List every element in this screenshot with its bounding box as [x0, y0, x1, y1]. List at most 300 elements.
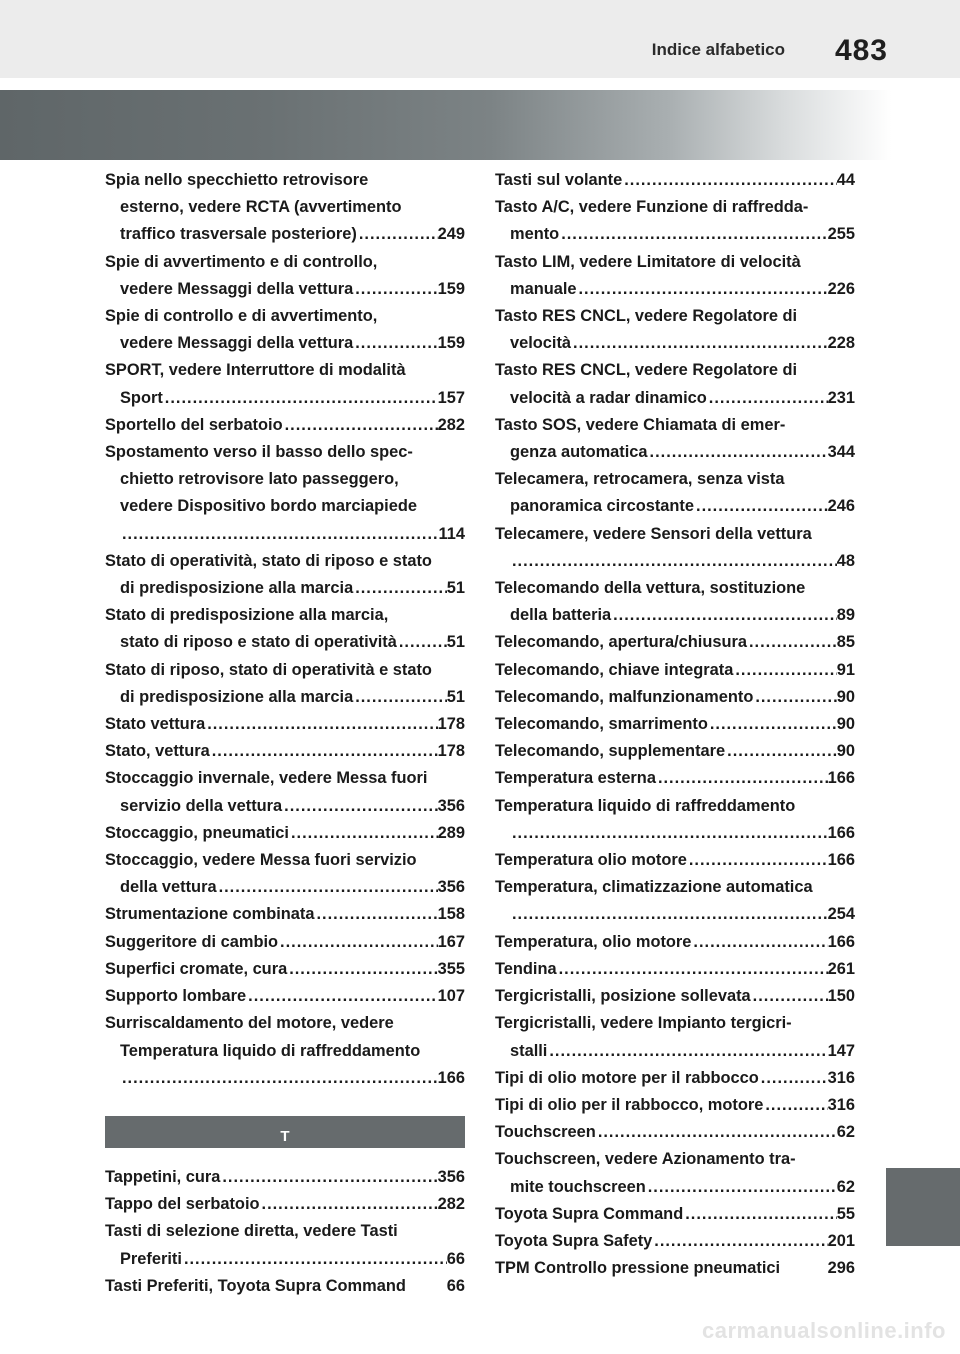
dot-leader	[289, 820, 438, 847]
entry-page-ref[interactable]: 356	[437, 1167, 465, 1186]
decorative-banner	[0, 90, 892, 160]
entry-text: Supporto lombare	[105, 987, 247, 1006]
index-entry	[495, 1010, 855, 1064]
entry-term	[495, 983, 855, 1010]
entry-text: velocità a radar dinamico	[510, 388, 707, 407]
entry-text: Tappo del serbatoio	[105, 1195, 260, 1214]
dot-leader	[648, 439, 828, 466]
entry-text: Strumentazione combinata	[105, 905, 315, 924]
entry-page-ref[interactable]: 66	[446, 1249, 465, 1268]
index-entry	[105, 956, 465, 983]
index-entry	[105, 439, 465, 548]
entry-continuation	[495, 602, 855, 629]
entry-page-ref[interactable]: 166	[827, 932, 855, 951]
index-entry	[495, 1119, 855, 1146]
entry-page-ref[interactable]: 316	[827, 1068, 855, 1087]
index-entry	[495, 629, 855, 656]
index-entry	[495, 983, 855, 1010]
entry-continuation	[105, 276, 465, 303]
index-entry	[105, 820, 465, 847]
index-column-right	[495, 167, 855, 1282]
index-entry	[495, 412, 855, 466]
entry-page-ref[interactable]: 44	[836, 171, 855, 189]
index-entry	[495, 929, 855, 956]
entry-text: Temperatura olio motore	[495, 851, 687, 870]
dot-leader	[759, 1065, 828, 1092]
index-entry	[105, 929, 465, 956]
index-entries-t	[105, 1164, 465, 1300]
index-entry	[105, 711, 465, 738]
running-title: Indice alfabetico	[651, 40, 785, 59]
dot-leader	[260, 1191, 438, 1218]
entry-text: Tasti Preferiti, Toyota Supra Command	[105, 1276, 406, 1295]
index-entry	[495, 711, 855, 738]
watermark: carmanualsonline.info	[702, 1318, 946, 1343]
index-entry	[105, 303, 465, 357]
entry-text: Telecomando della vettura, sostituzione	[495, 579, 806, 598]
entry-continuation	[495, 1174, 855, 1201]
entry-page-ref[interactable]: 167	[437, 932, 465, 951]
index-entry	[495, 167, 855, 194]
entry-continuation	[105, 330, 465, 357]
index-column-left	[105, 167, 465, 1300]
index-entry	[495, 793, 855, 847]
index-entry	[105, 1273, 465, 1300]
entry-term	[495, 575, 855, 602]
entry-text: Stato di operatività, stato di riposo e stato	[105, 551, 432, 570]
entry-term	[495, 874, 855, 901]
dot-leader	[287, 956, 437, 983]
entry-term	[495, 303, 855, 330]
dot-leader	[577, 276, 828, 303]
entry-text: Telecomando, apertura/chiusura	[495, 633, 747, 652]
entry-page-ref[interactable]: 289	[437, 823, 465, 842]
entry-text: Tipi di olio per il rabbocco, motore	[495, 1095, 764, 1114]
entry-text: chietto retrovisore lato passeggero,	[120, 470, 399, 489]
entry-continuation	[105, 194, 465, 221]
entry-term	[495, 956, 855, 983]
entry-text: Temperatura liquido di raffreddamento	[495, 796, 796, 815]
entry-text: Stato di riposo, stato di operatività e stato	[105, 660, 432, 679]
entry-continuation	[105, 221, 465, 248]
dot-leader	[314, 901, 437, 928]
index-entry	[105, 249, 465, 303]
index-entry	[105, 1191, 465, 1218]
dot-leader	[210, 738, 438, 765]
dot-leader	[611, 602, 837, 629]
entry-text: Telecomando, smarrimento	[495, 715, 708, 734]
entry-text: di predisposizione alla marcia	[120, 687, 354, 706]
entry-text: Stato, vettura	[105, 742, 210, 761]
entry-term	[495, 194, 855, 221]
entry-continuation	[105, 684, 465, 711]
dot-leader	[557, 956, 828, 983]
entry-term	[105, 1218, 465, 1245]
entry-term	[495, 1146, 855, 1173]
index-entry	[105, 657, 465, 711]
dot-leader	[708, 711, 837, 738]
index-entries-s	[105, 167, 465, 1092]
dot-leader	[694, 493, 828, 520]
entry-text: Telecomando, malfunzionamento	[495, 687, 754, 706]
entry-page-ref[interactable]: 157	[437, 388, 465, 407]
index-entry	[495, 874, 855, 928]
dot-leader	[282, 793, 437, 820]
entry-term	[105, 249, 465, 276]
dot-leader	[596, 1119, 837, 1146]
index-entry	[105, 602, 465, 656]
entry-text: SPORT, vedere Interruttore di modalità	[105, 361, 406, 380]
entry-page-ref[interactable]: 90	[836, 742, 855, 761]
entry-text: Tasti di selezione diretta, vedere Tasti	[105, 1222, 398, 1241]
entry-text: Sport	[120, 388, 163, 407]
dot-leader	[163, 385, 438, 412]
index-entry	[495, 765, 855, 792]
entry-continuation	[105, 575, 465, 602]
index-entry	[495, 521, 855, 575]
entry-text: Tergicristalli, posizione sollevata	[495, 987, 751, 1006]
entry-term	[495, 765, 855, 792]
entry-page-ref[interactable]: 159	[437, 334, 465, 353]
entry-page-ref[interactable]: 228	[827, 334, 855, 353]
index-entry	[495, 249, 855, 303]
entry-term	[105, 901, 465, 928]
entry-term	[495, 357, 855, 384]
entry-page-ref[interactable]: 55	[836, 1204, 855, 1223]
index-entry	[105, 357, 465, 411]
entry-term	[495, 1201, 855, 1228]
entry-term	[105, 602, 465, 629]
entry-text: Preferiti	[120, 1249, 182, 1268]
index-entry	[495, 303, 855, 357]
entry-text: Spostamento verso il basso dello spec-	[105, 443, 413, 462]
entry-term	[105, 1191, 465, 1218]
entry-text: velocità	[510, 334, 572, 353]
index-entry	[495, 1228, 855, 1255]
dot-leader	[753, 684, 836, 711]
entry-text: Telecamere, vedere Sensori della vettura	[495, 524, 812, 543]
entry-page-ref[interactable]: 356	[437, 878, 465, 897]
dot-leader	[622, 167, 837, 194]
entry-page-ref[interactable]: 231	[827, 388, 855, 407]
entry-text: di predisposizione alla marcia	[120, 579, 354, 598]
dot-leader	[357, 221, 438, 248]
page-number: 483	[834, 34, 888, 67]
entry-page-ref[interactable]: 90	[836, 715, 855, 734]
entry-continuation	[105, 385, 465, 412]
entry-term	[105, 1273, 465, 1300]
entry-page-ref[interactable]: 107	[437, 987, 465, 1006]
index-entry	[105, 765, 465, 819]
entry-text: Stoccaggio, vedere Messa fuori servizio	[105, 851, 417, 870]
index-entry	[105, 847, 465, 901]
entry-page-ref[interactable]: 114	[438, 524, 465, 543]
entry-text: Surriscaldamento del motore, vedere	[105, 1014, 394, 1033]
entry-text: della vettura	[120, 878, 217, 897]
entry-term	[105, 929, 465, 956]
entry-page-ref[interactable]: 159	[437, 279, 465, 298]
index-entry	[495, 357, 855, 411]
index-entry	[495, 684, 855, 711]
entry-text: Spie di avvertimento e di controllo,	[105, 252, 378, 271]
entry-text: Temperatura esterna	[495, 769, 656, 788]
dot-leader	[510, 548, 837, 575]
entry-text: Spia nello specchietto retrovisore	[105, 171, 369, 189]
entry-continuation	[105, 1038, 465, 1065]
dot-leader	[510, 901, 828, 928]
entry-continuation	[495, 820, 855, 847]
entry-continuation	[105, 1065, 465, 1092]
entry-page-ref[interactable]: 166	[827, 851, 855, 870]
entry-page-ref[interactable]: 62	[836, 1123, 855, 1142]
index-entry	[105, 738, 465, 765]
entry-text: vedere Messaggi della vettura	[120, 334, 354, 353]
entry-continuation	[495, 221, 855, 248]
entry-continuation	[495, 901, 855, 928]
index-entry	[495, 1255, 855, 1282]
entry-text: Sportello del serbatoio	[105, 415, 283, 434]
entry-term	[495, 1119, 855, 1146]
thumb-index-tab	[886, 1168, 960, 1246]
entry-term	[105, 956, 465, 983]
dot-leader	[733, 657, 836, 684]
entry-text: vedere Messaggi della vettura	[120, 279, 354, 298]
entry-term	[495, 629, 855, 656]
entry-term	[495, 738, 855, 765]
dot-leader	[217, 874, 438, 901]
entry-continuation	[495, 385, 855, 412]
entry-text: manuale	[510, 279, 577, 298]
entry-term	[495, 929, 855, 956]
dot-leader	[707, 385, 828, 412]
entry-page-ref[interactable]: 282	[437, 415, 465, 434]
entry-page-ref[interactable]: 90	[836, 687, 855, 706]
entry-text: della batteria	[510, 606, 612, 625]
dot-leader	[182, 1246, 447, 1273]
entry-term	[105, 1164, 465, 1191]
entry-page-ref[interactable]: 201	[827, 1231, 855, 1250]
entry-page-ref[interactable]: 249	[437, 225, 465, 244]
index-entry	[105, 1010, 465, 1092]
dot-leader	[205, 711, 437, 738]
entry-text: mento	[510, 225, 560, 244]
dot-leader	[656, 765, 828, 792]
entry-text: esterno, vedere RCTA (avvertimento	[120, 198, 402, 217]
entry-text: Touchscreen, vedere Azionamento tra-	[495, 1150, 796, 1169]
entry-term	[105, 548, 465, 575]
dot-leader	[246, 983, 437, 1010]
entry-text: vedere Dispositivo bordo marciapiede	[120, 497, 417, 516]
entry-term	[105, 1010, 465, 1037]
dot-leader	[220, 1164, 437, 1191]
dot-leader	[646, 1174, 837, 1201]
entry-text: Telecomando, supplementare	[495, 742, 726, 761]
entry-text: mite touchscreen	[510, 1177, 646, 1196]
entry-text: Stoccaggio, pneumatici	[105, 823, 289, 842]
entry-term	[105, 439, 465, 466]
entry-page-ref[interactable]: 158	[437, 905, 465, 924]
entry-text: Tergicristalli, vedere Impianto tergicri-	[495, 1014, 792, 1033]
index-entry	[495, 575, 855, 629]
entry-text: Stato di predisposizione alla marcia,	[105, 606, 389, 625]
dot-leader	[571, 330, 828, 357]
entry-page-ref[interactable]: 282	[437, 1195, 465, 1214]
entry-page-ref[interactable]: 178	[437, 742, 465, 761]
dot-leader	[763, 1092, 827, 1119]
dot-leader	[353, 684, 447, 711]
dot-leader	[353, 276, 437, 303]
entry-continuation	[105, 629, 465, 656]
entry-page-ref[interactable]: 316	[827, 1095, 855, 1114]
entry-text: Tasto SOS, vedere Chiamata di emer-	[495, 415, 786, 434]
section-header-t	[105, 1116, 465, 1148]
entry-page-ref[interactable]: 51	[446, 687, 465, 706]
index-entry	[495, 1065, 855, 1092]
entry-term	[495, 847, 855, 874]
entry-term	[495, 711, 855, 738]
entry-text: Stoccaggio invernale, vedere Messa fuori	[105, 769, 428, 788]
entry-term	[105, 820, 465, 847]
entry-term	[495, 466, 855, 493]
dot-leader	[725, 738, 837, 765]
index-entry	[495, 194, 855, 248]
entry-page-ref[interactable]: 51	[446, 579, 465, 598]
entry-page-ref[interactable]: 51	[446, 633, 465, 652]
entry-text: Superfici cromate, cura	[105, 959, 288, 978]
entry-text: Tasto LIM, vedere Limitatore di velocità	[495, 252, 801, 271]
entry-term	[105, 711, 465, 738]
entry-text: Tasti sul volante	[495, 171, 623, 189]
dot-leader	[652, 1228, 827, 1255]
entry-page-ref[interactable]: 62	[836, 1177, 855, 1196]
entry-text: traffico trasversale posteriore)	[120, 225, 357, 244]
entry-page-ref[interactable]: 166	[827, 769, 855, 788]
entry-continuation	[105, 521, 465, 548]
entry-term	[495, 684, 855, 711]
entry-continuation	[495, 548, 855, 575]
index-entry	[495, 847, 855, 874]
entry-text: Toyota Supra Safety	[495, 1231, 653, 1250]
entry-page-ref[interactable]: 255	[827, 225, 855, 244]
entry-page-ref[interactable]: 261	[827, 959, 855, 978]
dot-leader	[510, 820, 828, 847]
dot-leader	[120, 1065, 438, 1092]
entry-continuation	[105, 874, 465, 901]
entry-page-ref[interactable]: 178	[437, 715, 465, 734]
entry-term	[495, 1092, 855, 1119]
entry-text: Stato vettura	[105, 715, 206, 734]
dot-leader	[120, 521, 439, 548]
entry-page-ref[interactable]: 355	[437, 959, 465, 978]
entry-continuation	[495, 439, 855, 466]
entry-page-ref[interactable]: 356	[437, 796, 465, 815]
entry-text: Tappetini, cura	[105, 1167, 221, 1186]
dot-leader	[683, 1201, 837, 1228]
entry-continuation	[495, 330, 855, 357]
entry-text: Telecomando, chiave integrata	[495, 660, 734, 679]
entry-text: servizio della vettura	[120, 796, 283, 815]
index-entry	[495, 1092, 855, 1119]
index-entry	[105, 983, 465, 1010]
entry-page-ref[interactable]: 147	[827, 1041, 855, 1060]
index-entry	[105, 1218, 465, 1272]
entry-term	[495, 1065, 855, 1092]
section-letter: T	[280, 1127, 290, 1145]
index-entry	[105, 412, 465, 439]
entry-term	[105, 847, 465, 874]
entry-text: Telecamera, retrocamera, senza vista	[495, 470, 785, 489]
entry-page-ref[interactable]: 66	[446, 1276, 465, 1295]
entry-page-ref[interactable]: 91	[836, 660, 855, 679]
entry-page-ref[interactable]: 89	[836, 606, 855, 625]
entry-text: Tasto RES CNCL, vedere Regolatore di	[495, 361, 798, 380]
entry-page-ref[interactable]: 48	[836, 551, 855, 570]
index-entry	[105, 901, 465, 928]
entry-term	[105, 412, 465, 439]
dot-leader	[751, 983, 828, 1010]
entry-continuation	[495, 276, 855, 303]
entry-text: Tipi di olio motore per il rabbocco	[495, 1068, 759, 1087]
entry-term	[495, 412, 855, 439]
entry-page-ref[interactable]: 226	[827, 279, 855, 298]
entry-page-ref[interactable]: 246	[827, 497, 855, 516]
dot-leader	[397, 629, 447, 656]
entry-continuation	[495, 1038, 855, 1065]
index-entry	[105, 1164, 465, 1191]
entry-page-ref[interactable]: 166	[437, 1068, 465, 1087]
entry-continuation	[495, 493, 855, 520]
dot-leader	[691, 929, 827, 956]
entry-term	[105, 765, 465, 792]
dot-leader	[353, 575, 447, 602]
entry-page-ref[interactable]: 344	[827, 443, 855, 462]
entry-page-ref[interactable]: 85	[836, 633, 855, 652]
entry-text: Tasto A/C, vedere Funzione di raffredda-	[495, 198, 809, 217]
page-header	[0, 0, 960, 78]
index-entries-t-continued	[495, 167, 855, 1282]
entry-term	[495, 167, 855, 194]
index-entry	[105, 167, 465, 249]
entry-term	[105, 167, 465, 194]
entry-text: Touchscreen	[495, 1123, 596, 1142]
dot-leader	[687, 847, 828, 874]
entry-page-ref[interactable]: 150	[827, 987, 855, 1006]
entry-text: Tendina	[495, 959, 557, 978]
entry-text: panoramica circostante	[510, 497, 695, 516]
entry-text: TPM Controllo pressione pneumatici	[495, 1259, 781, 1278]
entry-continuation	[105, 1246, 465, 1273]
dot-leader	[559, 221, 827, 248]
entry-text: Temperatura, climatizzazione automatica	[495, 878, 813, 897]
dot-leader	[283, 412, 438, 439]
entry-term	[105, 983, 465, 1010]
index-entry	[495, 1201, 855, 1228]
dot-leader	[547, 1038, 827, 1065]
entry-text: Tasto RES CNCL, vedere Regolatore di	[495, 307, 798, 326]
entry-term	[495, 1228, 855, 1255]
entry-page-ref[interactable]: 166	[827, 823, 855, 842]
index-entry	[495, 1146, 855, 1200]
dot-leader	[747, 629, 837, 656]
entry-continuation	[105, 466, 465, 493]
entry-text: genza automatica	[510, 443, 648, 462]
entry-page-ref[interactable]: 296	[827, 1259, 855, 1278]
dot-leader	[353, 330, 437, 357]
entry-text: Spie di controllo e di avvertimento,	[105, 307, 378, 326]
entry-continuation	[105, 793, 465, 820]
entry-term	[495, 521, 855, 548]
entry-page-ref[interactable]: 254	[827, 905, 855, 924]
